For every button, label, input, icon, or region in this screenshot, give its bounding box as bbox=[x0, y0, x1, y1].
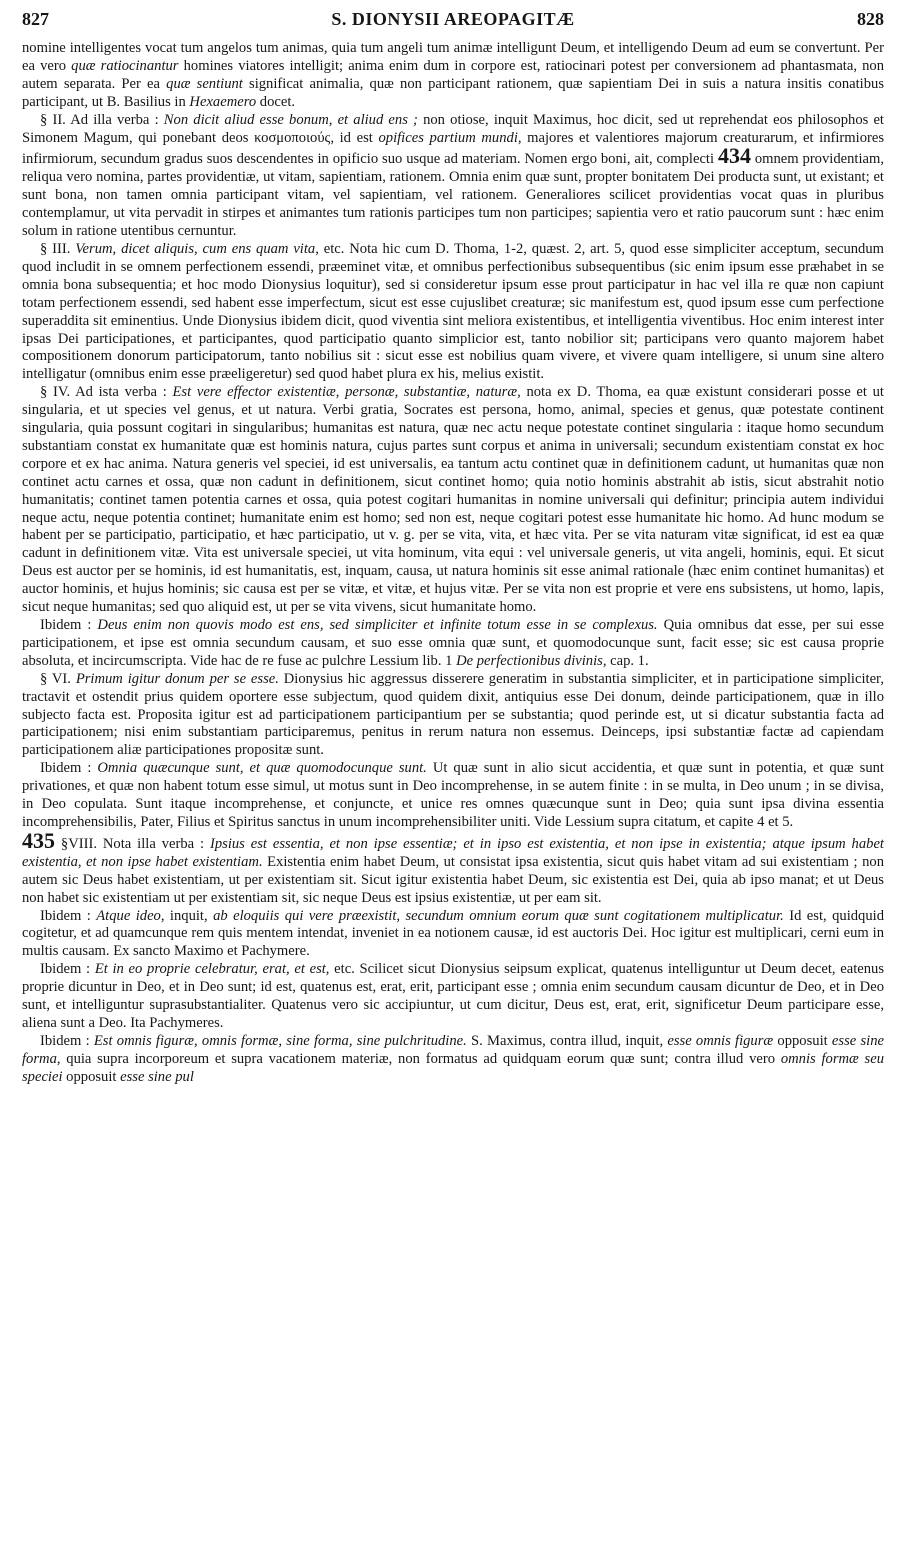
body-text: , inquit, bbox=[160, 907, 214, 924]
italic-text: Est omnis figuræ, omnis formæ, sine forma, sine pulchritudine. bbox=[93, 1032, 467, 1049]
italic-text: esse sine pul bbox=[120, 1068, 194, 1085]
italic-text: Primum igitur donum per se esse. bbox=[75, 670, 279, 687]
italic-text: Deus enim non quovis modo est ens, sed simpliciter et infinite totum esse in se complexus. bbox=[97, 617, 658, 633]
body-text: etc. Scilicet sicut Dionysius seipsum explicat, quatenus intelliguntur ut Deum decet, eatenus proprie dicuntur in Deo, et in Deo sunt; id est, quatenus est, erat, erit, participant esse ; omnia enim secundum causam dicuntur de Deo, et in Deo sunt, et intelliguntur suprasubstantialiter. Quatenus vero sic accipiuntur, ut cum dicitur, Deus est, erat, erit, significetur Deum participare esse, aliena sunt a Deo. Ita Pachymeres. bbox=[22, 961, 884, 1031]
italic-text: Atque ideo bbox=[96, 907, 161, 924]
body-text: Ibidem : bbox=[40, 1032, 94, 1049]
body-text: opposuit bbox=[62, 1068, 121, 1085]
italic-text: Non dicit aliud esse bonum, et aliud ens ; bbox=[163, 111, 418, 128]
body-text: omnem providentiam, reliqua vero nomina, partes providentiæ, ut vitam, sapientiam, rationem. Omnia enim quæ sunt, propter bonitatem Dei producta sunt, ut existant; et sunt bona, non tamen omnia participant vitam, vel sapientiam, vel rationem. Generaliores scilicet providentias vocat quas in pluribus contemplamur, ut vita pervadit in stirpes et animantes tum rationis participes tum non participes; sapientia vero et ratio paucorum sunt : hæc enim solum in ratione utentibus cernuntur. bbox=[22, 151, 884, 240]
body-text: § VI. bbox=[40, 670, 76, 687]
italic-text: Ipsius est essentia, et non ipse essentiæ; et in ipso est existentia, et non ipse in existentia; atque ipsum habet existentia, et non ipse habet existentiam. bbox=[22, 835, 884, 870]
body-text: majores et valentiores majorum creaturarum, et infirmiores infirmiorum, secundum gradus suos descendentes in opificio suo usque ad materiam. Nomen ergo boni, ait, complecti bbox=[22, 129, 885, 168]
italic-text: quæ ratiocinantur bbox=[71, 57, 179, 74]
italic-text: Et in eo proprie celebratur, erat, et est, bbox=[94, 961, 330, 978]
ibidem-deus bbox=[22, 617, 884, 671]
section-2 bbox=[22, 112, 884, 241]
italic-text: esse sine forma, bbox=[22, 1032, 884, 1067]
body-text: § IV. Ad ista verba : bbox=[40, 384, 173, 401]
section-4 bbox=[22, 384, 884, 617]
page-number-left: 827 bbox=[22, 9, 49, 29]
body-text: cap. 1. bbox=[606, 652, 649, 669]
body-text: opposuit bbox=[773, 1032, 832, 1049]
body-text: § II. Ad illa verba : bbox=[40, 111, 164, 128]
body-text: § III. bbox=[40, 240, 76, 257]
italic-text: omnis formæ seu speciei bbox=[22, 1050, 884, 1085]
section-6 bbox=[22, 671, 884, 761]
running-title: S. DIONYSII AREOPAGITÆ bbox=[331, 9, 575, 29]
body-text: Ibidem : bbox=[40, 760, 98, 777]
italic-text: Omnia quæcunque sunt, et quæ quomodocunque sunt. bbox=[97, 760, 427, 777]
body-text: significat animalia, quæ non participant rationem, quæ sapientiam Dei in suis a natura insitis conatibus participant, ut B. Basilius in bbox=[22, 75, 885, 110]
body-text: etc. Nota hic cum D. Thoma, 1-2, quæst. 2, art. 5, quod esse simpliciter acceptum, secundum quod includit in se omnem perfectionem essendi, præeminet vitæ, et omnibus perfectionibus subsequentibus (sic enim ipsum esse præhabet in se omnia bona subsequentia; et hoc modo Dionysius loquitur), sed si consideretur ipsum esse prout participatur in hac vel illa re quæ non capiunt totam perfectionem essendi, sed habent esse imperfectum, sicut est esse cujuslibet creaturæ; sic manifestum est, quod ipsum esse cum perfectione superaddita sit eminentius. Unde Dionysius ibidem dicit, quod viventia sint meliora existentibus, et intelligentia viventibus. Hoc enim interest inter ipsas Dei participationes, et participantes, quod participatio quanto simplicior est, tanto nobilior sit; participans vero quanto majorem habet compositionem donorum participatorum, tanto nobilius sit : sicut esse est nobilius quam vivere, et vivere quam intelligere, si unum sine altero intelligatur (omnibus enim esse præeligeretur) sed quod habet plura ex his, melius existit. bbox=[22, 240, 884, 383]
body-text: Dionysius hic aggressus disserere generatim in substantia simpliciter, et in participatione simpliciter, tractavit et ostendit prius quidem oportere esse subjectum, quod quidem dixit, antiquius esse Dei donum, deinde participationem, quæ in illo subjecto facta est. Proposita igitur est ad participationem participantium per se substantia; quod perinde est, ut si dicatur substantia facta ad participationem; nisi enim substantiam participaremus, penitus in rerum natura non essemus. Deinceps, ipsi substantiæ factæ ad capiendam participationem aliæ participationes propositæ sunt. bbox=[22, 670, 884, 759]
page bbox=[22, 8, 884, 1087]
body-text: non otiose, inquit Maximus, hoc dicit, sed ut reprehendat eos philosophos et Simonem Magum, qui ponebant deos κοσμοποιούς, id est bbox=[22, 111, 884, 146]
italic-text: opifices partium mundi, bbox=[378, 129, 522, 146]
body-text: Quia omnibus dat esse, per sui esse participationem, et ipse est omnia secundum causam, et suo esse omnia quæ sunt, et quomodocunque sunt, facit esse; sic est causa proprie absoluta, et incircumscripta. Vide hac de re fuse ac pulchre Lessium lib. 1 bbox=[22, 617, 884, 669]
running-header bbox=[22, 8, 884, 30]
page-number-right: 828 bbox=[857, 9, 884, 29]
ibidem-atque-ideo bbox=[22, 908, 884, 962]
ibidem-et-in-eo bbox=[22, 961, 884, 1033]
body-text: S. Maximus, contra illud, inquit, bbox=[466, 1032, 668, 1049]
italic-text: Est vere effector existentiæ, personæ, substantiæ, naturæ, bbox=[172, 384, 521, 401]
section-8 bbox=[22, 827, 884, 908]
italic-text: ab eloquiis qui vere præexistit, secundum omnium eorum quæ sunt cogitationem multiplicatur. bbox=[213, 907, 784, 924]
body-text: Existentia enim habet Deum, ut consistat ipsa existentia, sicut quis habet vitam ad sui existentiam ; non autem sic Deus habet existentiam, ut per existentiam sit. Sicut igitur existentia habet Deum, sic existentia est Dei, quia ab ipso manat; et ut Deus non habet sic existentiam ut per existentiam sit, sic neque Deus est ipsius existentiæ, ut per eam sit. bbox=[22, 853, 884, 906]
section-3 bbox=[22, 241, 884, 384]
body-text: homines viatores intelligit; anima enim dum in corpore est, ratiocinari potest per conversionem ad phantasmata, non autem separata. Per ea bbox=[22, 57, 885, 92]
body-text: nota ex D. Thoma, ea quæ existunt considerari posse et ut singularia, et ut species vel genus, et ut natura. Verbi gratia, Socrates est persona, homo, animal, species et genus, quæ potestate continent singularia, quia possunt cogitari in singularibus; humanitas est natura, quæ nec actu neque potestate continet singularia : itaque homo secundum substantiam constat ex humanitate quæ est hominis natura, cujus partes sunt corpus et anima in universali; secundum existentiam constat ex hoc corpore et ex hac anima. Natura generis vel speciei, id est universalis, ea tantum actu continet quæ in definitionem cadunt, ut humanitas quæ non continet actu carnes et ossa, quæ non cadunt in definitionem, sicut continet homo; quia notio hominis abstrahit ab istis, sicut abstrahit notio humanitatis; continet tamen potentia carnes et ossa, quia potest cogitari humanitas in nomine universali qui definitur; principia autem individui neque actu, neque potentia continet; humanitate enim est homo; sed non est, neque cogitari potest esse humanitate hic homo. Ad hunc modum se habent per se participatio, participatio, et hæc participatio, ut v. g. per se vita, vita, et hæc vita. Per se vita naturam vitæ significat, id est ea quæ cadunt in definitionem vitæ. Vita est universale speciei, ut vita hominum, vita equi : vel universale generis, ut vita angeli, hominis, equi. Et sicut Deus est auctor per se hominis, id est humanitatis, est, inquam, causa, ut natura hominis sit esse animal rationale (hæc enim continet humanitas) et auctor hominis, et hujus hominis; sic causa est per se vitæ, et vitæ, et hujus vitæ. Per se vita non est proprie et vere ens subsistens, ut homo, lapis, sicut neque humanitas; sed quo aliquid est, ut per se vita vivens, sicut humanitate homo. bbox=[22, 384, 884, 616]
body-text: Ibidem : bbox=[40, 961, 95, 978]
paragraph-continuation bbox=[22, 40, 884, 112]
body-text: quia supra incorporeum et supra vacationem materiæ, non formatus ad quidquam eorum quæ sunt; contra illud vero bbox=[60, 1050, 781, 1067]
italic-text: De perfectionibus divinis, bbox=[456, 652, 607, 669]
ibidem-omnia bbox=[22, 760, 884, 832]
margin-number-435: 435 bbox=[22, 827, 55, 853]
body-text: nomine intelligentes vocat tum angelos tum animas, quia tum angeli tum animæ intelligunt Deum, et intelligendo Deum ad eum se convertunt. Per ea vero bbox=[22, 40, 884, 74]
body-text: Ibidem : bbox=[40, 617, 98, 633]
italic-text: quæ sentiunt bbox=[166, 75, 243, 92]
body-text: docet. bbox=[256, 93, 296, 110]
italic-text: esse omnis figuræ bbox=[667, 1032, 774, 1049]
ibidem-est-omnis bbox=[22, 1033, 884, 1087]
italic-text: Hexaemero bbox=[189, 93, 257, 110]
body-text: Ut quæ sunt in alio sicut accidentia, et quæ sunt in potentia, et quæ sunt privationes, et quæ non habent totum esse simul, ut motus sunt in Deo incomprehense, in se autem finite : in se multa, in Deo unum ; in se divisa, in Deo copulata. Sunt itaque incomprehense, et conjuncte, et unice res omnes quæcunque sunt in Deo; quia sunt ipsa divina essentia incomprehensibilis, Pater, Filius et Spiritus sanctus in unum incomprehensibiliter uniti. Vide Lessium supra citatum, et capite 4 et 5. bbox=[22, 760, 884, 830]
body-text: Ibidem : bbox=[40, 907, 97, 924]
body-text: §VIII. Nota illa verba : bbox=[55, 835, 210, 852]
body-text: Id est, quidquid cogitetur, et ad quamcunque rem quis mentem intendat, inveniet in ea notionem causæ, id est auctoris Dei. Hoc igitur est multiplicari, cerni eum in multis causam. Ex sancto Maximo et Pachymere. bbox=[22, 907, 884, 960]
italic-text: Verum, dicet aliquis, cum ens quam vita, bbox=[75, 240, 319, 257]
margin-number-434: 434 bbox=[717, 143, 751, 169]
